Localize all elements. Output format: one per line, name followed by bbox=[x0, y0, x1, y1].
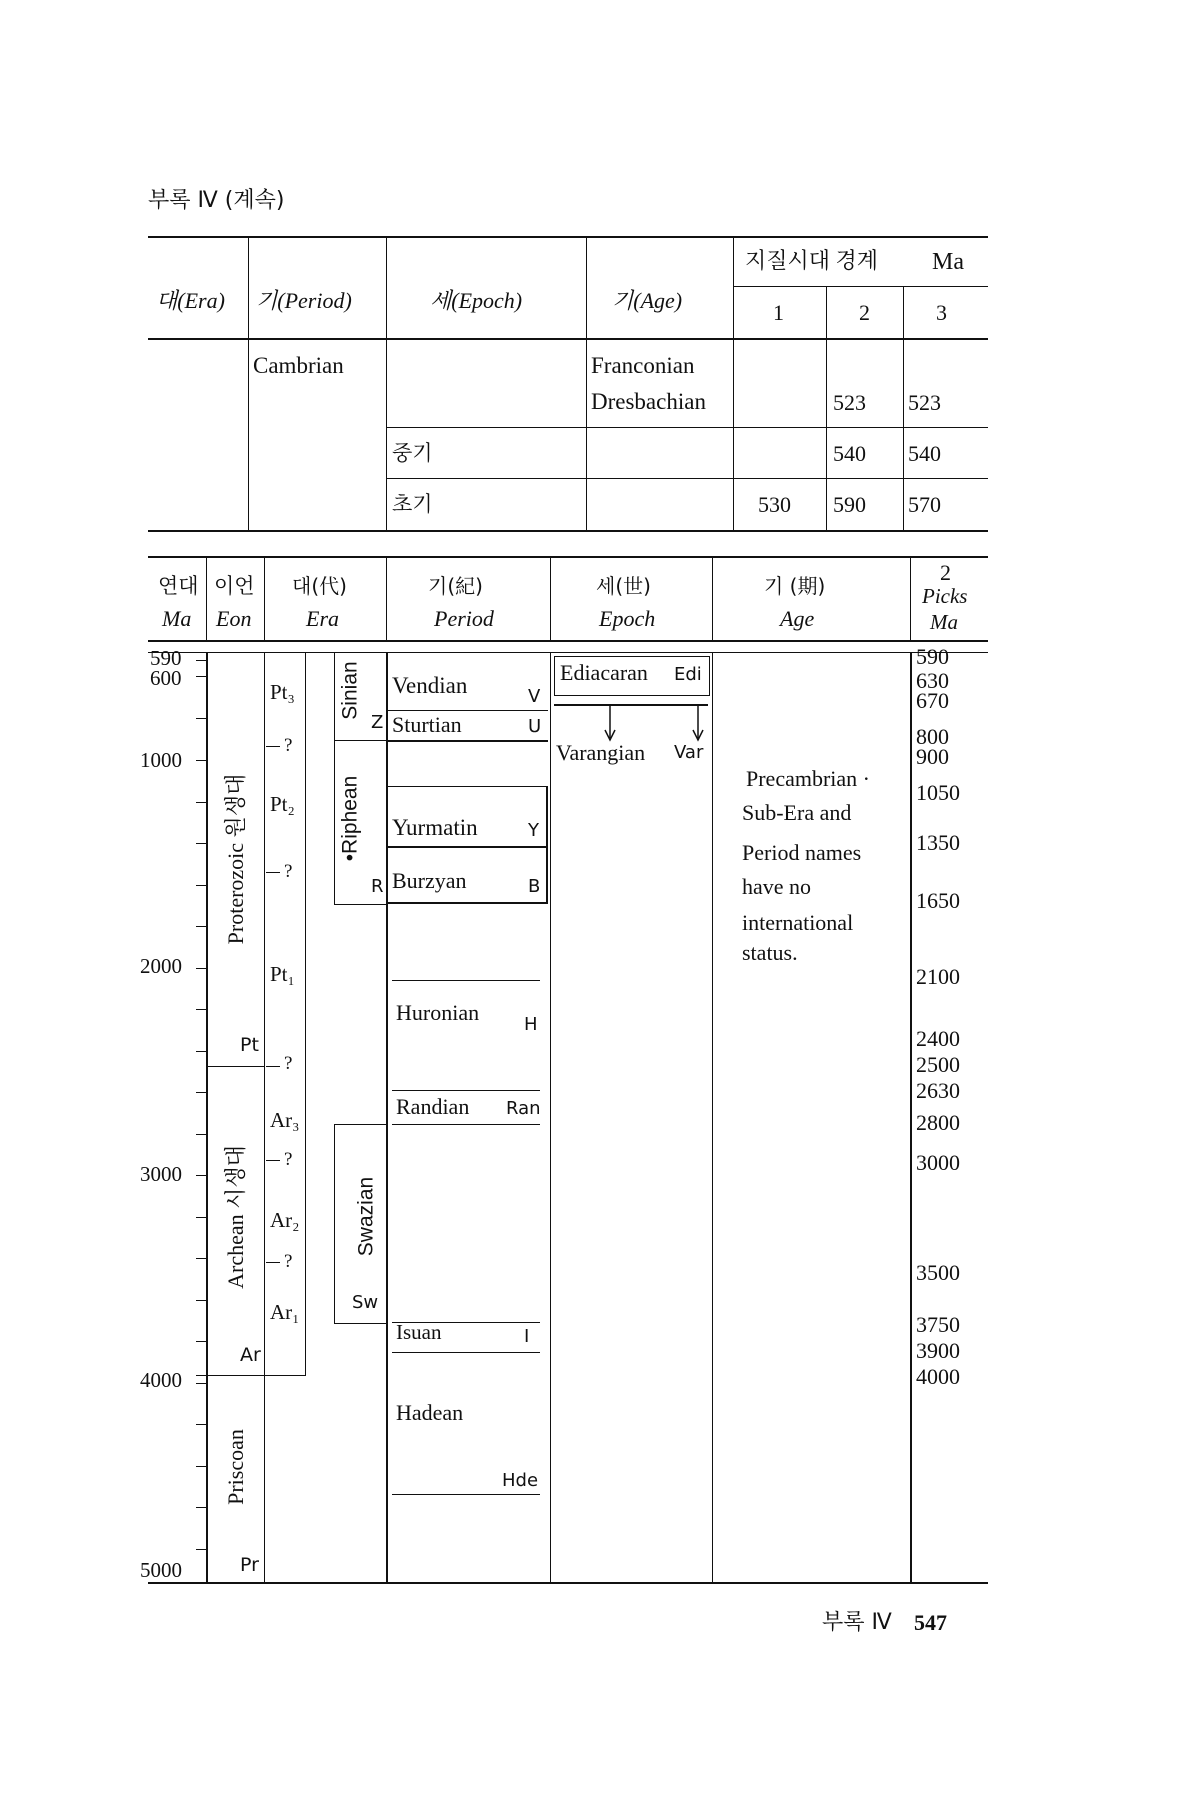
pick-value: 2630 bbox=[916, 1078, 960, 1103]
header-boundary: 지질시대 경계 bbox=[745, 248, 879, 273]
hdr-era-en: Era bbox=[306, 606, 339, 631]
subera-swazian: Swazian bbox=[354, 1176, 378, 1257]
age-note-line-6: status. bbox=[742, 940, 798, 965]
arrow-down-icon bbox=[600, 704, 620, 742]
pick-value: 3500 bbox=[916, 1260, 960, 1285]
eon-archean: Archean 시생대 bbox=[223, 1145, 248, 1289]
header-col-1: 1 bbox=[773, 300, 784, 325]
value-r2-c2: 540 bbox=[833, 441, 866, 466]
hdr-picks-num: 2 bbox=[940, 560, 951, 585]
axis-label-2000: 2000 bbox=[140, 954, 182, 978]
value-r2-c3: 540 bbox=[908, 441, 941, 466]
era-ar1: Ar₁ bbox=[270, 1300, 300, 1324]
epoch-middle: 중기 bbox=[392, 441, 433, 465]
period-randian: Randian bbox=[396, 1094, 470, 1119]
picks-list bbox=[916, 0, 996, 1800]
era-q-1: ? bbox=[284, 735, 293, 756]
period-huronian-abbr: H bbox=[524, 1014, 538, 1035]
hdr-year-en: Ma bbox=[162, 606, 192, 631]
era-ar3: Ar₃ bbox=[270, 1108, 300, 1132]
epoch-ediacaran-abbr: Edi bbox=[674, 664, 702, 685]
header-era: 대(Era) bbox=[156, 288, 225, 313]
pick-value: 2800 bbox=[916, 1110, 960, 1135]
age-note-line-2: Sub-Era and bbox=[742, 800, 852, 825]
epoch-varangian: Varangian bbox=[556, 740, 646, 765]
pick-value: 3000 bbox=[916, 1150, 960, 1175]
axis-label-4000: 4000 bbox=[140, 1368, 182, 1392]
footer-label: 부록 Ⅳ bbox=[822, 1610, 892, 1635]
pick-value: 1350 bbox=[916, 830, 960, 855]
age-note-line-3: Period names bbox=[742, 840, 862, 865]
header-epoch: 세(Epoch) bbox=[430, 288, 523, 313]
epoch-ediacaran: Ediacaran bbox=[560, 660, 648, 685]
pick-value: 590 bbox=[916, 644, 949, 669]
header-period: 기(Period) bbox=[256, 288, 352, 313]
period-yurmatin-abbr: Y bbox=[528, 820, 539, 841]
period-hadean: Hadean bbox=[396, 1400, 464, 1425]
hdr-picks-ma: Ma bbox=[930, 610, 958, 634]
era-q-3: ? bbox=[284, 1053, 293, 1074]
period-isuan: Isuan bbox=[396, 1320, 442, 1344]
axis-label-600: 600 bbox=[150, 666, 182, 690]
eon-proterozoic-abbr: Pt bbox=[240, 1034, 259, 1056]
era-ar2: Ar₂ bbox=[270, 1208, 300, 1232]
hdr-age-en: Age bbox=[780, 606, 815, 631]
hdr-picks: Picks bbox=[922, 584, 968, 608]
appendix-header: 부록 Ⅳ (계속) bbox=[148, 188, 285, 213]
axis-label-3000: 3000 bbox=[140, 1162, 182, 1186]
pick-value: 2400 bbox=[916, 1026, 960, 1051]
pick-value: 1650 bbox=[916, 888, 960, 913]
hdr-period-en: Period bbox=[434, 606, 494, 631]
pick-value: 3750 bbox=[916, 1312, 960, 1337]
pick-value: 2500 bbox=[916, 1052, 960, 1077]
pick-value: 1050 bbox=[916, 780, 960, 805]
era-pt2: Pt₂ bbox=[270, 792, 295, 816]
pick-value: 630 bbox=[916, 668, 949, 693]
pick-value: 4000 bbox=[916, 1364, 960, 1389]
eon-archean-abbr: Ar bbox=[240, 1344, 261, 1366]
age-dresbachian: Dresbachian bbox=[591, 389, 706, 414]
era-q-4: ? bbox=[284, 1149, 293, 1170]
era-pt1: Pt₁ bbox=[270, 962, 295, 986]
subera-riphean-abbr: R bbox=[371, 876, 384, 897]
header-col-2: 2 bbox=[859, 300, 870, 325]
header-age: 기(Age) bbox=[612, 288, 683, 313]
page-number: 547 bbox=[914, 1610, 947, 1635]
epoch-early: 초기 bbox=[392, 492, 433, 516]
period-sturtian: Sturtian bbox=[392, 712, 462, 737]
age-note-line-5: international bbox=[742, 910, 854, 935]
era-q-5: ? bbox=[284, 1251, 293, 1272]
period-burzyan: Burzyan bbox=[392, 868, 467, 893]
period-burzyan-abbr: B bbox=[528, 876, 541, 897]
hdr-era-ko: 대(代) bbox=[292, 574, 347, 598]
hdr-year-ko: 연대 bbox=[158, 574, 199, 598]
age-note-line-4: have no bbox=[742, 874, 812, 899]
header-ma: Ma bbox=[932, 249, 964, 275]
period-sturtian-abbr: U bbox=[528, 716, 542, 737]
hdr-epoch-ko: 세(世) bbox=[596, 574, 651, 598]
age-franconian: Franconian bbox=[591, 353, 695, 378]
pick-value: 800 bbox=[916, 724, 949, 749]
period-vendian: Vendian bbox=[392, 673, 468, 698]
pick-value: 3900 bbox=[916, 1338, 960, 1363]
value-r1-c3: 523 bbox=[908, 390, 941, 415]
period-huronian: Huronian bbox=[396, 1000, 480, 1025]
eon-proterozoic: Proterozoic 원생대 bbox=[223, 773, 248, 945]
value-r3-c3: 570 bbox=[908, 492, 941, 517]
period-yurmatin: Yurmatin bbox=[392, 815, 478, 840]
hdr-epoch-en: Epoch bbox=[599, 606, 656, 631]
axis-label-590: 590 bbox=[150, 646, 182, 670]
value-r1-c2: 523 bbox=[833, 390, 866, 415]
subera-riphean: •Riphean bbox=[338, 775, 362, 862]
hdr-period-ko: 기(紀) bbox=[428, 574, 483, 598]
pick-value: 900 bbox=[916, 744, 949, 769]
subera-sinian: Sinian bbox=[338, 661, 362, 720]
subera-sinian-abbr: Z bbox=[371, 712, 384, 733]
header-col-3: 3 bbox=[936, 300, 947, 325]
pick-value: 2100 bbox=[916, 964, 960, 989]
period-vendian-abbr: V bbox=[528, 686, 541, 707]
period-randian-abbr: Ran bbox=[506, 1098, 541, 1119]
hdr-eon-en: Eon bbox=[216, 606, 252, 631]
hdr-eon-ko: 이언 bbox=[214, 574, 255, 598]
value-r3-c1: 530 bbox=[758, 492, 791, 517]
pick-value: 670 bbox=[916, 688, 949, 713]
axis-label-1000: 1000 bbox=[140, 748, 182, 772]
hdr-age-ko: 기 (期) bbox=[764, 574, 826, 598]
period-hadean-abbr: Hde bbox=[502, 1470, 539, 1491]
axis-label-5000: 5000 bbox=[140, 1558, 182, 1582]
era-q-2: ? bbox=[284, 861, 293, 882]
age-note-line-1: Precambrian · bbox=[746, 766, 870, 791]
eon-priscoan: Priscoan bbox=[223, 1429, 248, 1505]
subera-swazian-abbr: Sw bbox=[352, 1292, 379, 1313]
epoch-varangian-abbr: Var bbox=[674, 742, 704, 763]
value-r3-c2: 590 bbox=[833, 492, 866, 517]
arrow-down-icon bbox=[688, 704, 708, 742]
eon-priscoan-abbr: Pr bbox=[240, 1554, 259, 1576]
era-pt3: Pt₃ bbox=[270, 680, 295, 704]
period-cambrian: Cambrian bbox=[253, 353, 344, 378]
period-isuan-abbr: I bbox=[524, 1326, 530, 1347]
